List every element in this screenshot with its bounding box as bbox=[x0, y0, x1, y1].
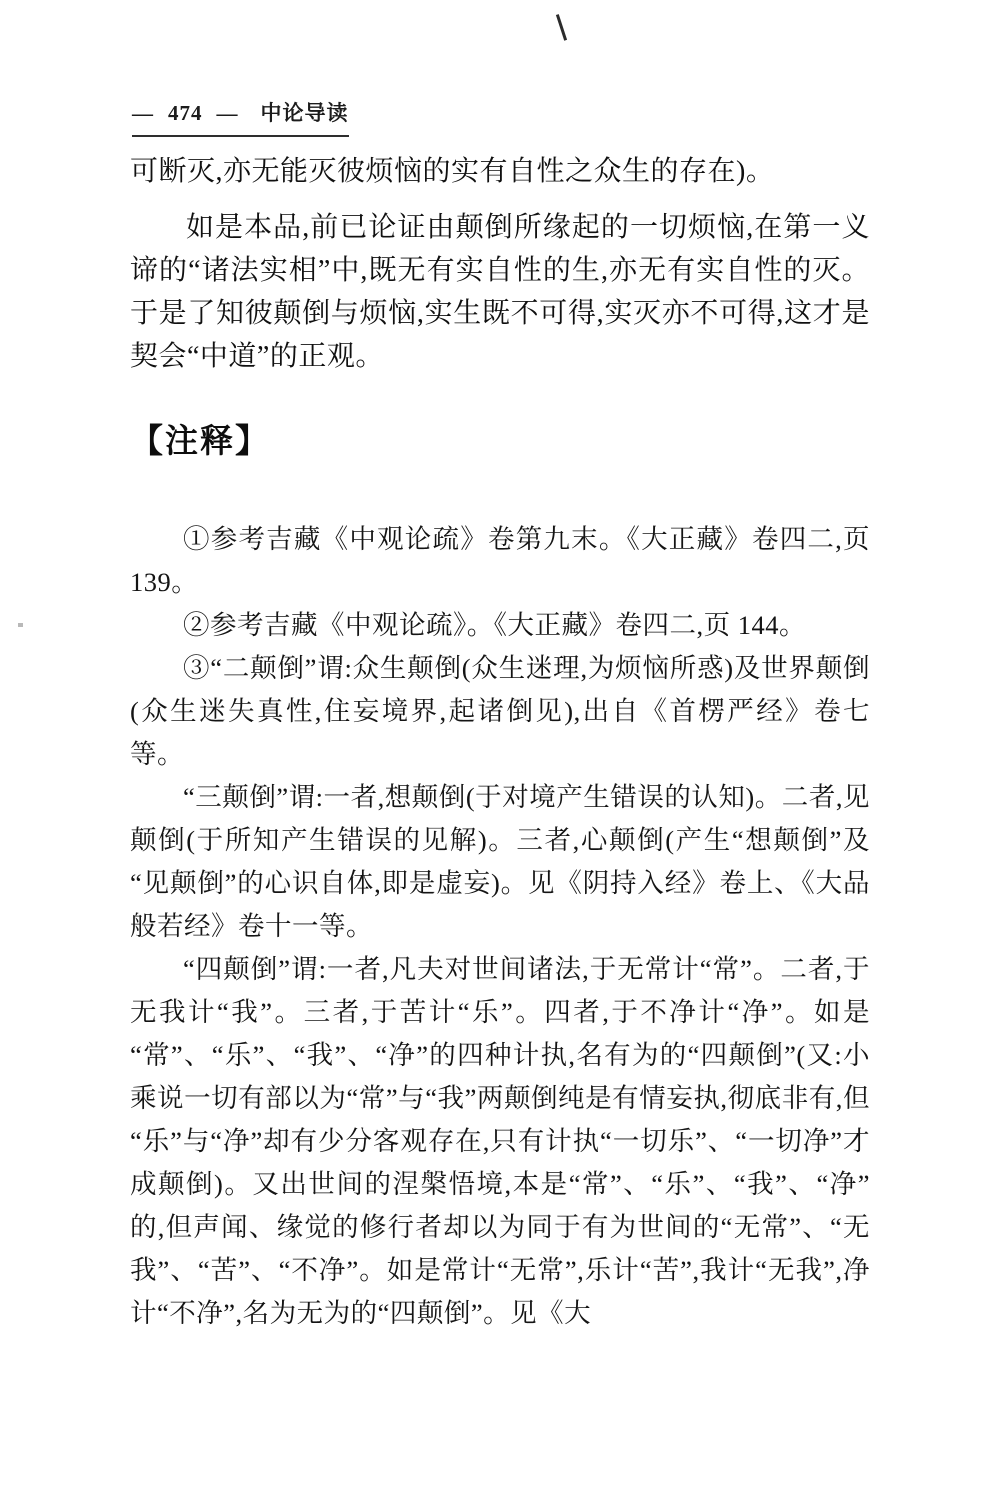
body-paragraph-main: 如是本品,前已论证由颠倒所缘起的一切烦恼,在第一义谛的“诸法实相”中,既无有实自性的生,亦无有实自性的灭。于是了知彼颠倒与烦恼,实生既不可得,实灭亦不可得,这才是契会“中道”的正观。 bbox=[130, 212, 870, 372]
scan-artifact-speck bbox=[18, 623, 23, 627]
note-3: ③“二颠倒”谓:众生颠倒(众生迷理,为烦恼所惑)及世界颠倒(众生迷失真性,住妄境界,起诸倒见),出自《首楞严经》卷七等。 bbox=[130, 653, 870, 769]
notes-section bbox=[130, 518, 870, 1335]
header-dash-right: — bbox=[216, 101, 239, 125]
header-dash-left: — bbox=[132, 101, 154, 125]
scan-artifact-stroke bbox=[556, 14, 567, 40]
note-1: ①参考吉藏《中观论疏》卷第九末。《大正藏》卷四二,页 139。 bbox=[130, 524, 870, 597]
book-title: 中论导读 bbox=[260, 101, 349, 125]
running-head bbox=[132, 97, 349, 137]
note-2: ②参考吉藏《中观论疏》。《大正藏》卷四二,页 144。 bbox=[183, 610, 806, 640]
page-number: 474 bbox=[168, 101, 203, 125]
body-paragraph-continuation: 可断灭,亦无能灭彼烦恼的实有自性之众生的存在)。 bbox=[130, 156, 775, 187]
note-3-four-inversions: “四颠倒”谓:一者,凡夫对世间诸法,于无常计“常”。二者,于无我计“我”。三者,于苦计“乐”。四者,于不净计“净”。如是“常”、“乐”、“我”、“净”的四种计执,名有为的“四颠倒”(又:小乘说一切有部以为“常”与“我”两颠倒纯是有情妄执,彻底非有,但“乐”与“净”却有少分客观存在,只有计执“一切乐”、“一切净”才成颠倒)。又出世间的涅槃悟境,本是“常”、“乐”、“我”、“净”的,但声闻、缘觉的修行者却以为同于有为世间的“无常”、“无我”、“苦”、“不净”。如是常计“无常”,乐计“苦”,我计“无我”,净计“不净”,名为无为的“四颠倒”。见《大 bbox=[130, 954, 870, 1328]
notes-section-heading: 【注释】 bbox=[130, 424, 270, 460]
note-3-three-inversions: “三颠倒”谓:一者,想颠倒(于对境产生错误的认知)。二者,见颠倒(于所知产生错误的见解)。三者,心颠倒(产生“想颠倒”及“见颠倒”的心识自体,即是虚妄)。见《阴持入经》卷上、《大品般若经》卷十一等。 bbox=[130, 782, 870, 941]
text-block bbox=[130, 150, 870, 1335]
